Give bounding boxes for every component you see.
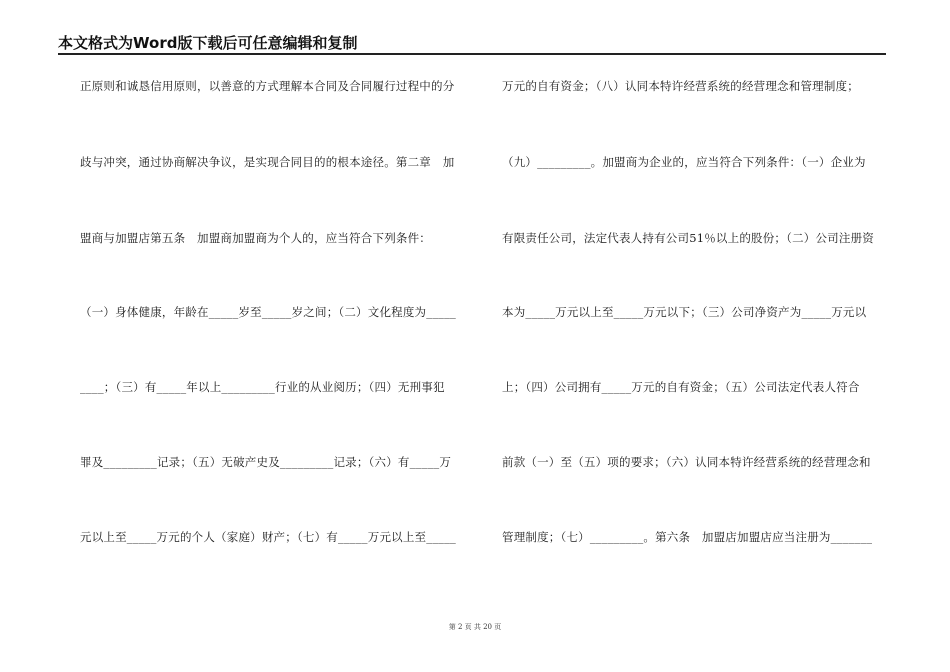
document-header-title: 本文格式为Word版下载后可任意编辑和复制 bbox=[58, 34, 358, 52]
body-text-line: （一）身体健康，年龄在_____岁至_____岁之间；（二）文化程度为_____ bbox=[80, 305, 456, 319]
body-text-line: 上；（四）公司拥有_____万元的自有资金；（五）公司法定代表人符合 bbox=[502, 380, 860, 394]
body-text-line: ____；（三）有_____年以上_________行业的从业阅历；（四）无刑事犯 bbox=[80, 380, 445, 394]
body-text-line: 歧与冲突，通过协商解决争议，是实现合同目的的根本途径。第二章 加 bbox=[80, 155, 455, 169]
body-text-line: 元以上至_____万元的个人（家庭）财产；（七）有_____万元以上至_____ bbox=[80, 530, 456, 544]
page-number-footer: 第 2 页 共 20 页 bbox=[448, 623, 502, 631]
body-text-line: 前款（一）至（五）项的要求；（六）认同本特许经营系统的经营理念和 bbox=[502, 455, 871, 469]
body-text-line: 万元的自有资金；（八）认同本特许经营系统的经营理念和管理制度； bbox=[502, 79, 859, 93]
body-text-line: （九）_________。加盟商为企业的，应当符合下列条件：（一）企业为 bbox=[502, 155, 866, 169]
body-text-line: 盟商与加盟店第五条 加盟商加盟商为个人的，应当符合下列条件： bbox=[80, 231, 431, 245]
header-divider bbox=[58, 53, 886, 55]
body-text-line: 本为_____万元以上至_____万元以下；（三）公司净资产为_____万元以 bbox=[502, 305, 867, 319]
body-text-line: 管理制度；（七）_________。第六条 加盟店加盟店应当注册为_______ bbox=[502, 530, 873, 544]
body-text-line: 正原则和诚恳信用原则，以善意的方式理解本合同及合同履行过程中的分 bbox=[80, 79, 455, 93]
body-text-line: 罪及_________记录；（五）无破产史及_________记录；（六）有_____万 bbox=[80, 455, 452, 469]
body-text-line: 有限责任公司，法定代表人持有公司51％以上的股份；（二）公司注册资 bbox=[502, 231, 874, 245]
